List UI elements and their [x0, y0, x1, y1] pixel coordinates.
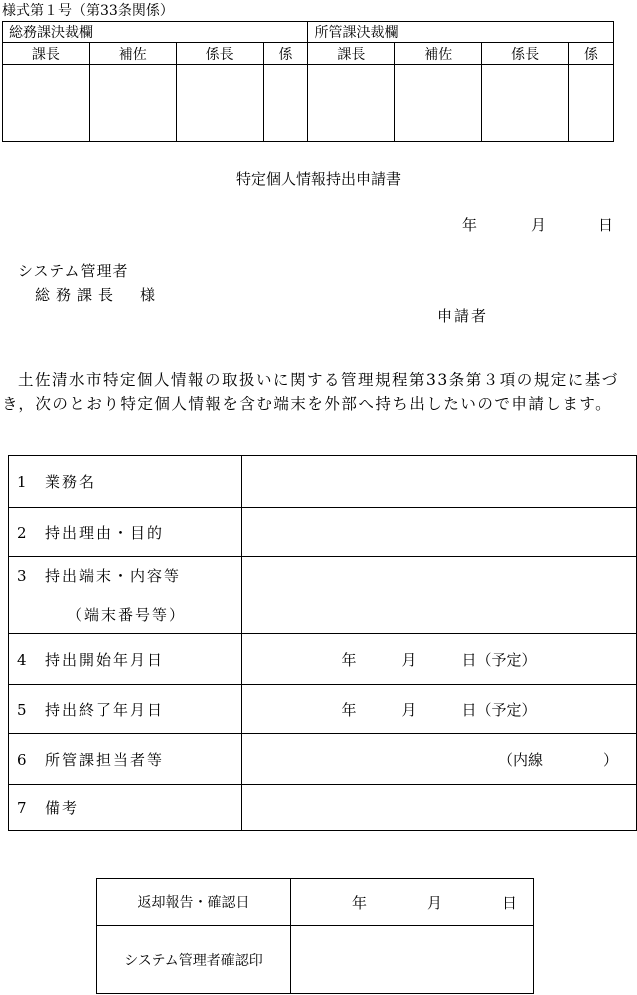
business-name-field[interactable]: [242, 456, 637, 508]
row-label: [9, 685, 242, 734]
row-label-text: 業務名: [45, 473, 97, 491]
row-label-text: 持出理由・目的: [45, 523, 165, 542]
approval-title: 係長: [176, 43, 263, 65]
approval-seal-box[interactable]: [569, 65, 614, 142]
approval-seal-box[interactable]: [263, 65, 308, 142]
row-label-text: 備考: [45, 799, 80, 817]
approval-seal-box[interactable]: [3, 65, 90, 142]
row-number: 4: [17, 650, 29, 669]
date-day-label: 日: [598, 216, 614, 234]
table-row: [9, 634, 637, 685]
row-number: 1: [17, 473, 29, 491]
row-label: [9, 557, 242, 634]
row-number: 6: [17, 750, 29, 769]
row-number: 7: [17, 799, 29, 817]
row-label-text: 所管課担当者等: [45, 750, 165, 769]
table-row: [9, 456, 637, 508]
date-month-label: 月: [531, 216, 547, 234]
approval-title: 補佐: [89, 43, 176, 65]
purpose-field[interactable]: [242, 508, 637, 557]
device-content-field[interactable]: [242, 557, 637, 634]
row-label: [9, 785, 242, 831]
approval-title: 係: [263, 43, 308, 65]
approval-title: 係長: [482, 43, 569, 65]
approval-seal-box[interactable]: [89, 65, 176, 142]
admin-seal-label: システム管理者確認印: [97, 926, 291, 994]
table-row: [9, 685, 637, 734]
approval-title: 係: [569, 43, 614, 65]
confirmation-table: [96, 878, 534, 994]
table-row: [9, 734, 637, 785]
approval-title: 補佐: [395, 43, 482, 65]
row-number: 3: [17, 567, 29, 585]
admin-seal-box[interactable]: [291, 926, 534, 994]
approval-title: 課長: [3, 43, 90, 65]
table-row: [9, 557, 637, 634]
row-number: 2: [17, 523, 29, 542]
row-label: [9, 456, 242, 508]
table-row: [97, 879, 534, 926]
approval-seal-box[interactable]: [308, 65, 395, 142]
table-row: [9, 508, 637, 557]
general-affairs-approval-header: 総務課決裁欄: [3, 22, 308, 43]
row-label: [9, 734, 242, 785]
end-date-field[interactable]: 年 月 日（予定）: [242, 685, 637, 734]
application-table: [8, 455, 637, 831]
addressee-line2: 総務課長 様: [35, 286, 162, 304]
request-body-text-content: 土佐清水市特定個人情報の取扱いに関する管理規程第33条第３項の規定に基づき，次のとおり特定個人情報を含む端末を外部へ持ち出したいので申請します。: [2, 371, 619, 413]
table-row: [9, 785, 637, 831]
row-label-text: 持出端末・内容等: [45, 567, 182, 585]
row-label: [9, 634, 242, 685]
row-sub-label: （端末番号等）: [67, 606, 187, 624]
approval-table: [2, 21, 614, 142]
applicant-label: 申請者: [437, 307, 489, 325]
return-date-field[interactable]: 年 月 日: [291, 879, 534, 926]
approval-seal-box[interactable]: [482, 65, 569, 142]
row-label-text: 持出終了年月日: [45, 700, 165, 719]
approval-title: 課長: [308, 43, 395, 65]
form-number: 様式第１号（第33条関係）: [2, 3, 174, 19]
department-contact-field[interactable]: （内線 ）: [242, 734, 637, 785]
addressee-line1: システム管理者: [18, 262, 129, 280]
approval-seal-box[interactable]: [395, 65, 482, 142]
table-row: [97, 926, 534, 994]
remarks-field[interactable]: [242, 785, 637, 831]
document-title: 特定個人情報持出申請書: [235, 170, 401, 188]
date-year-label: 年: [462, 216, 478, 234]
start-date-field[interactable]: 年 月 日（予定）: [242, 634, 637, 685]
approval-seal-box[interactable]: [176, 65, 263, 142]
row-label: [9, 508, 242, 557]
department-approval-header: 所管課決裁欄: [308, 22, 614, 43]
return-report-label: 返却報告・確認日: [97, 879, 291, 926]
request-body-text: [2, 368, 632, 416]
row-number: 5: [17, 700, 29, 719]
row-label-text: 持出開始年月日: [45, 650, 165, 669]
